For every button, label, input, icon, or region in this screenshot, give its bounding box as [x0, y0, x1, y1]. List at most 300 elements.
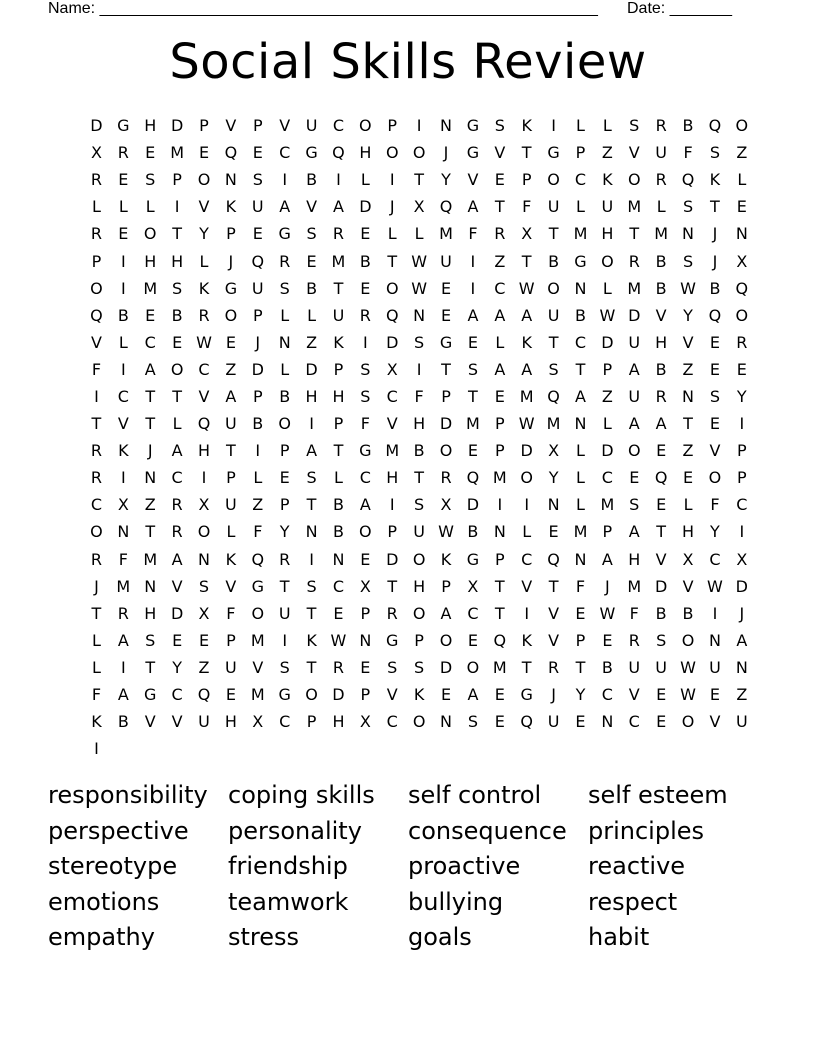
grid-letter: K: [521, 332, 532, 352]
grid-letter: E: [172, 332, 183, 352]
grid-letter: S: [682, 251, 694, 271]
grid-letter: O: [439, 630, 453, 650]
grid-letter: K: [521, 116, 532, 136]
word-bank-item: stereotype: [48, 852, 178, 881]
grid-letter: O: [224, 305, 238, 325]
grid-letter: N: [735, 657, 748, 677]
grid-letter: S: [252, 170, 263, 190]
grid-letter: M: [466, 414, 480, 434]
grid-letter: E: [360, 278, 371, 298]
grid-letter: B: [117, 712, 129, 732]
grid-letter: M: [250, 685, 265, 705]
grid-letter: X: [736, 251, 748, 271]
grid-letter: O: [359, 116, 372, 136]
grid-letter: H: [386, 468, 399, 488]
grid-letter: H: [144, 116, 157, 136]
grid-letter: M: [519, 386, 534, 406]
grid-letter: I: [94, 739, 99, 759]
grid-letter: B: [574, 305, 586, 325]
grid-letter: D: [90, 116, 103, 136]
grid-letter: V: [467, 170, 479, 190]
grid-letter: E: [118, 170, 129, 190]
grid-letter: V: [386, 414, 398, 434]
grid-letter: M: [573, 522, 588, 542]
grid-letter: S: [709, 143, 720, 163]
grid-letter: S: [306, 224, 317, 244]
grid-letter: N: [359, 630, 372, 650]
grid-letter: I: [282, 170, 288, 190]
grid-letter: C: [601, 468, 613, 488]
grid-letter: X: [548, 441, 560, 461]
grid-letter: K: [521, 630, 532, 650]
grid-letter: E: [360, 657, 371, 677]
grid-letter: B: [332, 495, 344, 515]
grid-letter: G: [224, 278, 238, 298]
grid-letter: O: [547, 278, 560, 298]
grid-letter: P: [172, 170, 182, 190]
grid-letter: P: [252, 305, 263, 325]
word-bank-item: perspective: [48, 816, 189, 845]
grid-letter: C: [574, 170, 587, 190]
grid-letter: S: [145, 170, 156, 190]
grid-letter: C: [601, 685, 613, 705]
grid-letter: Y: [279, 522, 290, 542]
grid-letter: H: [655, 332, 668, 352]
grid-letter: K: [198, 278, 210, 298]
grid-letter: H: [601, 224, 614, 244]
grid-letter: Y: [683, 305, 693, 325]
grid-letter: B: [655, 603, 667, 623]
word-bank-item: empathy: [48, 923, 155, 952]
grid-letter: G: [439, 332, 453, 352]
grid-letter: O: [627, 441, 641, 461]
grid-letter: D: [386, 332, 399, 352]
grid-letter: N: [440, 116, 452, 136]
grid-letter: J: [228, 251, 234, 271]
grid-letter: E: [198, 630, 210, 650]
grid-letter: E: [333, 603, 344, 623]
grid-letter: B: [252, 414, 264, 434]
grid-letter: P: [387, 522, 398, 542]
grid-letter: L: [414, 224, 424, 244]
grid-letter: I: [712, 603, 718, 623]
grid-letter: C: [736, 495, 748, 515]
grid-letter: D: [305, 359, 318, 379]
word-bank: [48, 778, 768, 956]
grid-letter: X: [682, 549, 694, 569]
grid-letter: O: [735, 116, 749, 136]
grid-letter: X: [198, 603, 210, 623]
grid-letter: I: [739, 522, 745, 542]
grid-letter: N: [413, 305, 426, 325]
grid-letter: A: [359, 495, 371, 515]
grid-letter: A: [521, 305, 533, 325]
grid-letter: I: [336, 170, 341, 190]
grid-letter: E: [145, 143, 156, 163]
word-bank-item: responsibility: [48, 781, 208, 809]
page-title: Social Skills Review: [169, 34, 647, 90]
grid-letter: M: [492, 468, 507, 488]
grid-letter: Q: [385, 305, 399, 325]
grid-letter: H: [332, 712, 345, 732]
grid-letter: L: [253, 468, 263, 488]
grid-letter: O: [385, 278, 399, 298]
grid-letter: H: [413, 576, 426, 596]
grid-letter: C: [332, 116, 345, 136]
grid-letter: T: [414, 170, 425, 190]
grid-letter: E: [575, 603, 586, 623]
grid-letter: C: [467, 603, 479, 623]
grid-letter: E: [360, 549, 371, 569]
grid-letter: E: [736, 197, 747, 217]
grid-letter: X: [90, 143, 102, 163]
grid-letter: Q: [251, 549, 265, 569]
grid-letter: O: [681, 712, 695, 732]
grid-letter: I: [120, 468, 126, 488]
grid-letter: R: [655, 386, 667, 406]
grid-letter: E: [709, 359, 720, 379]
grid-letter: H: [305, 386, 318, 406]
grid-letter: W: [518, 278, 535, 298]
grid-letter: T: [414, 468, 425, 488]
grid-letter: Q: [251, 251, 265, 271]
grid-letter: O: [278, 414, 291, 434]
grid-letter: C: [521, 549, 533, 569]
grid-letter: O: [412, 143, 426, 163]
grid-letter: E: [360, 224, 371, 244]
grid-letter: X: [359, 712, 371, 732]
grid-letter: R: [359, 305, 371, 325]
grid-letter: R: [440, 468, 452, 488]
grid-letter: T: [629, 224, 640, 244]
date-field-label: Date: _______: [627, 0, 732, 17]
grid-letter: A: [171, 549, 183, 569]
grid-letter: E: [145, 305, 156, 325]
grid-letter: U: [305, 116, 318, 136]
grid-letter: L: [145, 197, 155, 217]
grid-letter: R: [548, 657, 560, 677]
grid-letter: B: [709, 278, 721, 298]
grid-letter: K: [225, 197, 237, 217]
grid-letter: Z: [601, 143, 613, 163]
grid-letter: B: [655, 251, 667, 271]
grid-letter: L: [387, 224, 397, 244]
grid-letter: G: [251, 576, 264, 596]
grid-letter: I: [201, 468, 207, 488]
grid-letter: P: [226, 630, 236, 650]
grid-letter: W: [196, 332, 212, 352]
grid-letter: J: [739, 603, 745, 623]
word-bank-item: personality: [228, 816, 362, 845]
grid-letter: T: [145, 522, 156, 542]
grid-letter: N: [735, 224, 748, 244]
grid-letter: V: [709, 441, 721, 461]
grid-letter: D: [170, 603, 184, 623]
grid-letter: O: [681, 630, 695, 650]
grid-letter: S: [682, 197, 694, 217]
grid-letter: S: [494, 116, 505, 136]
grid-letter: A: [628, 414, 640, 434]
grid-letter: H: [332, 386, 345, 406]
grid-letter: A: [117, 630, 129, 650]
grid-letter: E: [656, 685, 667, 705]
grid-letter: D: [601, 441, 614, 461]
grid-letter: R: [279, 549, 291, 569]
grid-letter: Z: [225, 359, 237, 379]
grid-letter: J: [443, 143, 449, 163]
grid-letter: T: [548, 332, 559, 352]
grid-letter: M: [627, 576, 642, 596]
grid-letter: F: [360, 414, 370, 434]
grid-letter: V: [521, 576, 533, 596]
grid-letter: M: [170, 143, 185, 163]
grid-letter: Z: [252, 495, 264, 515]
grid-letter: V: [655, 305, 667, 325]
grid-letter: U: [655, 657, 667, 677]
grid-letter: N: [493, 522, 506, 542]
grid-letter: V: [279, 116, 291, 136]
grid-letter: M: [492, 657, 507, 677]
grid-letter: S: [306, 468, 317, 488]
grid-letter: B: [117, 305, 129, 325]
grid-letter: Q: [654, 468, 668, 488]
grid-letter: S: [709, 386, 720, 406]
grid-letter: O: [170, 359, 184, 379]
grid-letter: S: [279, 657, 290, 677]
grid-letter: P: [91, 251, 102, 271]
grid-letter: A: [144, 359, 156, 379]
grid-letter: I: [255, 441, 261, 461]
grid-letter: N: [224, 170, 237, 190]
grid-letter: U: [709, 657, 721, 677]
grid-letter: L: [576, 495, 585, 515]
grid-letter: O: [547, 170, 560, 190]
grid-letter: F: [575, 576, 586, 596]
grid-letter: B: [682, 116, 694, 136]
grid-letter: P: [736, 441, 747, 461]
grid-letter: E: [198, 143, 210, 163]
grid-letter: L: [602, 278, 612, 298]
grid-letter: E: [467, 332, 478, 352]
grid-letter: U: [601, 197, 614, 217]
grid-letter: T: [306, 657, 317, 677]
grid-letter: G: [278, 224, 291, 244]
grid-letter: P: [360, 603, 371, 623]
grid-letter: R: [198, 305, 210, 325]
grid-letter: F: [91, 685, 102, 705]
grid-letter: I: [416, 359, 422, 379]
grid-letter: R: [171, 495, 183, 515]
grid-letter: F: [226, 603, 236, 623]
grid-letter: M: [385, 441, 400, 461]
grid-letter: E: [306, 251, 317, 271]
grid-letter: T: [494, 197, 505, 217]
grid-letter: C: [386, 712, 398, 732]
grid-letter: P: [199, 116, 209, 136]
grid-letter: G: [305, 143, 318, 163]
grid-letter: U: [251, 278, 264, 298]
grid-letter: S: [629, 116, 640, 136]
grid-letter: N: [547, 495, 560, 515]
grid-letter: K: [333, 332, 344, 352]
grid-letter: D: [251, 359, 264, 379]
grid-letter: X: [386, 359, 398, 379]
grid-letter: L: [576, 197, 585, 217]
grid-letter: C: [279, 712, 291, 732]
grid-letter: B: [279, 386, 291, 406]
grid-letter: U: [278, 603, 291, 623]
grid-letter: J: [255, 332, 261, 352]
grid-letter: J: [712, 251, 718, 271]
grid-letter: M: [250, 630, 265, 650]
grid-letter: Q: [735, 278, 749, 298]
grid-letter: I: [120, 657, 126, 677]
grid-letter: E: [629, 468, 640, 488]
grid-letter: U: [628, 386, 641, 406]
grid-letter: W: [518, 414, 535, 434]
grid-letter: Q: [466, 468, 480, 488]
grid-letter: V: [171, 712, 183, 732]
grid-letter: H: [413, 414, 426, 434]
grid-letter: E: [118, 224, 129, 244]
grid-letter: O: [90, 522, 103, 542]
grid-letter: M: [573, 224, 588, 244]
grid-letter: N: [574, 414, 587, 434]
grid-letter: S: [548, 359, 559, 379]
grid-letter: V: [306, 197, 318, 217]
grid-letter: E: [252, 224, 263, 244]
grid-letter: I: [524, 603, 530, 623]
grid-letter: S: [414, 495, 425, 515]
grid-letter: L: [656, 197, 666, 217]
grid-letter: T: [683, 414, 693, 434]
grid-letter: A: [628, 522, 640, 542]
grid-letter: E: [494, 386, 505, 406]
grid-letter: X: [467, 576, 479, 596]
grid-letter: G: [574, 251, 587, 271]
grid-letter: N: [574, 549, 587, 569]
grid-letter: P: [360, 685, 371, 705]
grid-letter: V: [90, 332, 102, 352]
word-bank-item: coping skills: [228, 781, 375, 809]
grid-letter: L: [226, 522, 236, 542]
grid-letter: O: [359, 522, 372, 542]
word-bank-item: respect: [588, 887, 678, 916]
grid-letter: U: [440, 251, 452, 271]
grid-letter: T: [145, 386, 156, 406]
grid-letter: W: [330, 630, 347, 650]
grid-letter: R: [117, 603, 129, 623]
grid-letter: X: [117, 495, 129, 515]
grid-letter: C: [359, 468, 371, 488]
grid-letter: Z: [736, 143, 748, 163]
grid-letter: W: [680, 657, 696, 677]
grid-letter: L: [737, 170, 747, 190]
grid-letter: A: [332, 197, 344, 217]
grid-letter: E: [440, 305, 452, 325]
grid-letter: T: [172, 224, 182, 244]
grid-letter: V: [225, 116, 237, 136]
grid-letter: W: [599, 603, 616, 623]
grid-letter: H: [197, 441, 211, 461]
grid-letter: O: [412, 549, 426, 569]
grid-letter: P: [575, 630, 586, 650]
grid-letter: V: [548, 630, 560, 650]
grid-letter: P: [575, 143, 586, 163]
grid-letter: W: [680, 685, 696, 705]
grid-letter: K: [440, 549, 452, 569]
grid-letter: O: [520, 468, 533, 488]
grid-letter: T: [710, 197, 720, 217]
grid-letter: C: [386, 386, 398, 406]
grid-letter: Z: [601, 386, 613, 406]
grid-letter: O: [735, 305, 749, 325]
word-bank-item: goals: [408, 923, 472, 952]
grid-letter: I: [524, 495, 530, 515]
grid-letter: S: [467, 359, 478, 379]
grid-letter: N: [440, 712, 452, 732]
grid-letter: I: [416, 116, 422, 136]
grid-letter: A: [279, 197, 291, 217]
grid-letter: V: [709, 712, 721, 732]
grid-letter: D: [439, 657, 453, 677]
grid-letter: I: [94, 386, 99, 406]
grid-letter: O: [412, 603, 426, 623]
grid-letter: P: [736, 468, 747, 488]
grid-letter: S: [414, 332, 425, 352]
grid-letter: F: [710, 495, 720, 515]
grid-letter: S: [414, 657, 425, 677]
grid-letter: E: [736, 359, 747, 379]
grid-letter: Q: [547, 386, 560, 406]
grid-letter: P: [494, 441, 505, 461]
grid-letter: H: [359, 143, 372, 163]
grid-letter: E: [682, 468, 694, 488]
grid-letter: S: [360, 386, 371, 406]
grid-letter: T: [226, 441, 236, 461]
grid-letter: U: [332, 305, 345, 325]
grid-letter: M: [439, 224, 453, 244]
word-bank-item: emotions: [48, 887, 160, 916]
grid-letter: B: [359, 251, 371, 271]
grid-letter: I: [497, 495, 503, 515]
grid-letter: T: [521, 657, 532, 677]
grid-letter: B: [601, 657, 613, 677]
grid-letter: R: [655, 116, 667, 136]
grid-letter: V: [117, 414, 129, 434]
grid-letter: G: [359, 441, 372, 461]
grid-letter: R: [332, 657, 345, 677]
grid-letter: P: [279, 441, 290, 461]
grid-letter: M: [331, 251, 346, 271]
grid-letter: E: [467, 630, 478, 650]
grid-letter: L: [602, 414, 612, 434]
grid-letter: P: [306, 712, 317, 732]
grid-letter: T: [333, 278, 344, 298]
grid-letter: B: [306, 278, 318, 298]
grid-letter: L: [91, 630, 101, 650]
grid-letter: E: [467, 441, 478, 461]
grid-letter: L: [280, 305, 290, 325]
grid-letter: A: [521, 359, 533, 379]
grid-letter: H: [144, 603, 157, 623]
grid-letter: M: [116, 576, 131, 596]
grid-letter: I: [309, 414, 314, 434]
grid-letter: V: [628, 143, 640, 163]
grid-letter: L: [683, 495, 693, 515]
grid-letter: S: [198, 576, 210, 596]
grid-letter: B: [413, 441, 425, 461]
